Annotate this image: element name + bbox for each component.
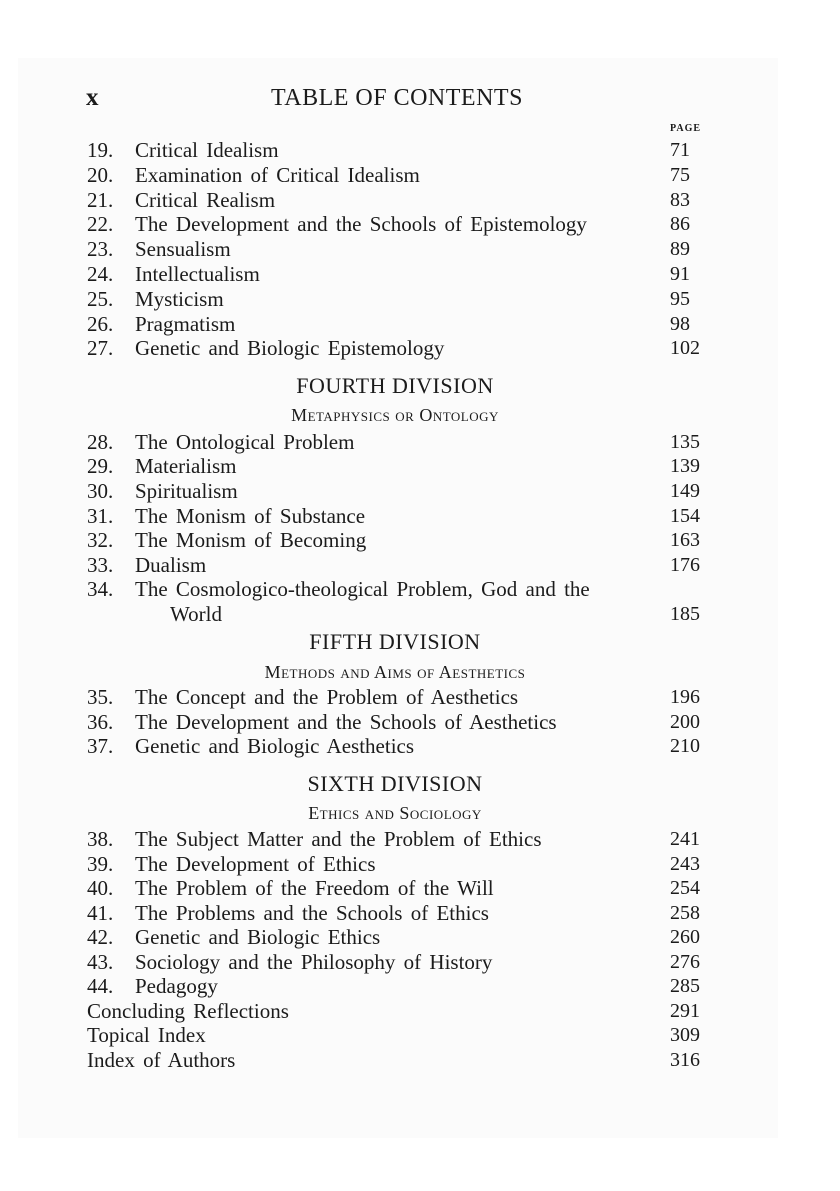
entry-number: 20.	[87, 163, 114, 187]
entry-number: 44.	[87, 974, 114, 998]
entry-title: Pedagogy	[135, 974, 218, 998]
entry-number: 19.	[87, 138, 114, 162]
entry-number: 21.	[87, 188, 114, 212]
entry-page: 91	[670, 263, 690, 285]
entry-number: 33.	[87, 553, 114, 577]
entry-page: 276	[670, 951, 700, 973]
entry-number: 39.	[87, 852, 114, 876]
page-title: TABLE OF CONTENTS	[271, 85, 523, 111]
entry-page: 102	[670, 337, 700, 359]
entry-number: 34.	[87, 577, 114, 601]
entry-page: 254	[670, 877, 700, 899]
entry-number: 36.	[87, 710, 114, 734]
entry-number: 27.	[87, 336, 114, 360]
entry-title: Examination of Critical Idealism	[135, 163, 420, 187]
entry-page: 154	[670, 505, 700, 527]
entry-title: Critical Idealism	[135, 138, 279, 162]
entry-page: 291	[670, 1000, 700, 1022]
entry-page: 210	[670, 735, 700, 757]
entry-number: 24.	[87, 262, 114, 286]
entry-number: 35.	[87, 685, 114, 709]
entry-title: The Ontological Problem	[135, 430, 355, 454]
entry-number: 32.	[87, 528, 114, 552]
entry-page: 75	[670, 164, 690, 186]
entry-title: Spiritualism	[135, 479, 238, 503]
entry-title: The Cosmologico-theological Problem, God and the	[135, 577, 590, 601]
entry-page: 86	[670, 213, 690, 235]
entry-page: 149	[670, 480, 700, 502]
entry-title: Index of Authors	[87, 1048, 236, 1072]
entry-title: Dualism	[135, 553, 207, 577]
entry-page: 89	[670, 238, 690, 260]
entry-title: The Concept and the Problem of Aesthetics	[135, 685, 519, 709]
page-column-label: PAGE	[670, 123, 702, 134]
entry-number: 37.	[87, 734, 114, 758]
entry-number: 28.	[87, 430, 114, 454]
entry-title: Concluding Reflections	[87, 999, 289, 1023]
entry-page: 71	[670, 139, 690, 161]
entry-title: The Problem of the Freedom of the Will	[135, 876, 494, 900]
page-number: x	[86, 84, 99, 111]
division-subheading: Ethics and Sociology	[308, 803, 482, 823]
entry-title: Intellectualism	[135, 262, 260, 286]
entry-page: 98	[670, 313, 690, 335]
entry-title: Topical Index	[87, 1023, 206, 1047]
division-subheading: Methods and Aims of Aesthetics	[264, 662, 526, 682]
entry-title: Materialism	[135, 454, 237, 478]
entry-page: 139	[670, 455, 700, 477]
entry-title: The Development of Ethics	[135, 852, 376, 876]
entry-page: 285	[670, 975, 700, 997]
entry-title: Pragmatism	[135, 312, 236, 336]
entry-page: 196	[670, 686, 700, 708]
entry-title: The Development and the Schools of Epistemology	[135, 212, 587, 236]
entry-page: 241	[670, 828, 700, 850]
entry-number: 25.	[87, 287, 114, 311]
entry-page: 243	[670, 853, 700, 875]
entry-number: 42.	[87, 925, 114, 949]
division-heading: FIFTH DIVISION	[309, 629, 481, 654]
entry-title: The Development and the Schools of Aesthetics	[135, 710, 557, 734]
entry-number: 40.	[87, 876, 114, 900]
entry-page: 163	[670, 529, 700, 551]
entry-page: 200	[670, 711, 700, 733]
entry-page: 260	[670, 926, 700, 948]
entry-page: 95	[670, 288, 690, 310]
division-subheading: Metaphysics or Ontology	[291, 405, 499, 425]
entry-number: 31.	[87, 504, 114, 528]
entry-page: 135	[670, 431, 700, 453]
entry-number: 41.	[87, 901, 114, 925]
entry-title: Critical Realism	[135, 188, 276, 212]
entry-title: Sensualism	[135, 237, 231, 261]
entry-title: The Subject Matter and the Problem of Ethics	[135, 827, 542, 851]
entry-number: 38.	[87, 827, 114, 851]
entry-title: Sociology and the Philosophy of History	[135, 950, 493, 974]
entry-title: Genetic and Biologic Aesthetics	[135, 734, 415, 758]
entry-title: Genetic and Biologic Ethics	[135, 925, 381, 949]
entry-title: The Monism of Becoming	[135, 528, 367, 552]
entry-title: Genetic and Biologic Epistemology	[135, 336, 445, 360]
entry-title: The Monism of Substance	[135, 504, 366, 528]
entry-page: 83	[670, 189, 690, 211]
entry-title: The Problems and the Schools of Ethics	[135, 901, 489, 925]
entry-number: 26.	[87, 312, 114, 336]
entry-page: 185	[670, 603, 700, 625]
entry-page: 176	[670, 554, 700, 576]
entry-number: 22.	[87, 212, 114, 236]
entry-title-continued: World	[170, 602, 222, 626]
entry-title: Mysticism	[135, 287, 224, 311]
entry-page: 309	[670, 1024, 700, 1046]
entry-number: 30.	[87, 479, 114, 503]
entry-page: 316	[670, 1049, 700, 1071]
entry-page: 258	[670, 902, 700, 924]
entry-number: 43.	[87, 950, 114, 974]
entry-number: 29.	[87, 454, 114, 478]
division-heading: FOURTH DIVISION	[296, 373, 494, 398]
entry-number: 23.	[87, 237, 114, 261]
division-heading: SIXTH DIVISION	[307, 771, 483, 796]
